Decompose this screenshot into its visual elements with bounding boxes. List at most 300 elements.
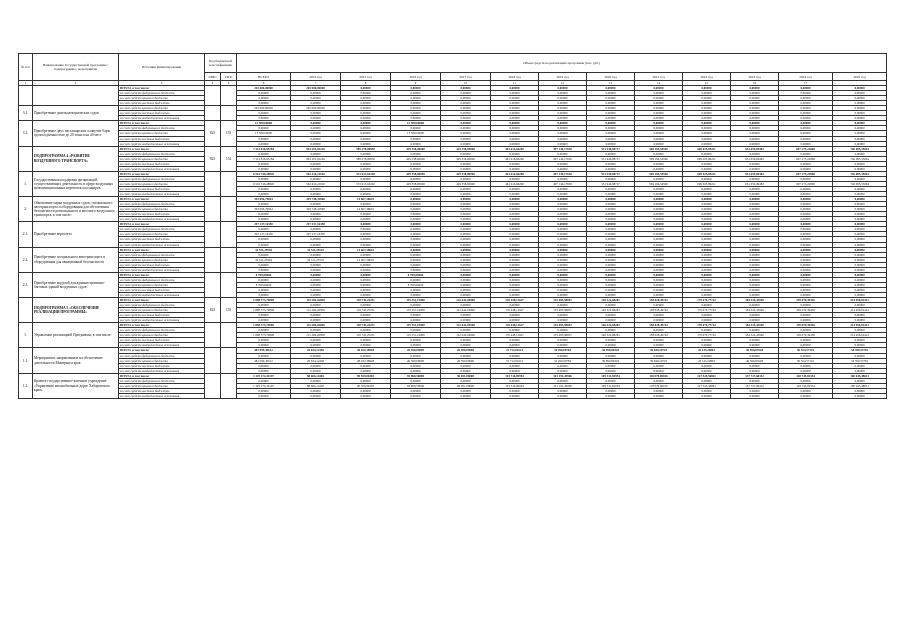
amount-year: 115 269,26858 bbox=[291, 333, 341, 338]
item-number bbox=[19, 86, 33, 106]
amount-year: 170 670,77722 bbox=[683, 323, 731, 328]
amount-year: 0,00000 bbox=[731, 257, 779, 262]
funding-table bbox=[18, 53, 887, 399]
amount-year: 0,00000 bbox=[683, 101, 731, 106]
amount-year: 0,00000 bbox=[833, 161, 887, 166]
funding-source: за счет средств краевого бюджета bbox=[119, 131, 205, 136]
amount-year: 0,00000 bbox=[491, 378, 539, 383]
amount-year: 0,00000 bbox=[833, 217, 887, 222]
amount-year: 0,00000 bbox=[441, 197, 491, 202]
amount-year: 0,00000 bbox=[779, 186, 833, 191]
amount-year: 0,00000 bbox=[341, 116, 391, 121]
funding-source: за счет средств внебюджетных источников bbox=[119, 192, 205, 197]
amount-year: 0,00000 bbox=[491, 101, 539, 106]
amount-year: 0,00000 bbox=[341, 126, 391, 131]
amount-year: 90 559,86303 bbox=[341, 383, 391, 388]
amount-year: 0,00000 bbox=[635, 111, 683, 116]
amount-year: 0,00000 bbox=[291, 116, 341, 121]
amount-year: 0,00000 bbox=[491, 313, 539, 318]
amount-year: 0,00000 bbox=[391, 192, 441, 197]
amount-year: 0,00000 bbox=[391, 202, 441, 207]
amount-year: 0,00000 bbox=[635, 257, 683, 262]
psr-code bbox=[221, 323, 237, 348]
amount-year: 0,00000 bbox=[391, 176, 441, 181]
amount-year: 0,00000 bbox=[539, 313, 587, 318]
amount-year: 0,00000 bbox=[539, 116, 587, 121]
amount-year: 0,00000 bbox=[587, 106, 635, 111]
amount-year: 96 051,00000 bbox=[441, 373, 491, 378]
funding-source: за счет средств местных бюджетов bbox=[119, 111, 205, 116]
amount-year: 0,00000 bbox=[491, 232, 539, 237]
funding-source: за счет средств федерального бюджета bbox=[119, 277, 205, 282]
amount-year: 0,00000 bbox=[779, 197, 833, 202]
header-year: 2022 год bbox=[683, 73, 731, 81]
funding-source: за счет средств краевого бюджета bbox=[119, 383, 205, 388]
amount-year: 0,00000 bbox=[635, 363, 683, 368]
amount-year: 0,00000 bbox=[539, 262, 587, 267]
amount-year: 0,00000 bbox=[683, 96, 731, 101]
funding-source: ВСЕГО, в том числе: bbox=[119, 348, 205, 353]
amount-year: 0,00000 bbox=[635, 136, 683, 141]
item-number: 3.1. bbox=[19, 106, 33, 121]
amount-year: 0,00000 bbox=[587, 318, 635, 323]
amount-year: 0,00000 bbox=[731, 217, 779, 222]
amount-year: 0,00000 bbox=[391, 277, 441, 282]
amount-year: 569 184,54590 bbox=[635, 181, 683, 186]
amount-year: 0,00000 bbox=[491, 292, 539, 297]
amount-total: 0,00000 bbox=[237, 338, 291, 343]
amount-year: 0,00000 bbox=[539, 277, 587, 282]
item-number: 2.2. bbox=[19, 247, 33, 272]
amount-year: 0,00000 bbox=[341, 131, 391, 136]
amount-year: 0,00000 bbox=[731, 227, 779, 232]
amount-year: 0,00000 bbox=[539, 378, 587, 383]
amount-year: 0,00000 bbox=[587, 313, 635, 318]
amount-year: 0,00000 bbox=[635, 192, 683, 197]
amount-year: 0,00000 bbox=[539, 86, 587, 91]
amount-year: 0,00000 bbox=[441, 303, 491, 308]
amount-year: 0,00000 bbox=[731, 141, 779, 146]
amount-year: 297 237,16350 bbox=[291, 222, 341, 227]
amount-year: 0,00000 bbox=[779, 192, 833, 197]
amount-year: 0,00000 bbox=[441, 151, 491, 156]
amount-year: 127 525,56861 bbox=[683, 383, 731, 388]
amount-year: 0,00000 bbox=[587, 166, 635, 171]
amount-year: 50 324,57122 bbox=[779, 348, 833, 353]
amount-year: 0,00000 bbox=[539, 202, 587, 207]
amount-year: 429 358,00000 bbox=[441, 181, 491, 186]
amount-total: 6 561 746,28820 bbox=[237, 181, 291, 186]
amount-year: 0,00000 bbox=[441, 328, 491, 333]
funding-source: за счет средств федерального бюджета bbox=[119, 176, 205, 181]
amount-year: 0,00000 bbox=[731, 207, 779, 212]
amount-year: 0,00000 bbox=[635, 328, 683, 333]
amount-year: 0,00000 bbox=[391, 303, 441, 308]
amount-year: 0,00000 bbox=[587, 131, 635, 136]
amount-year: 0,00000 bbox=[587, 252, 635, 257]
amount-year: 0,00000 bbox=[587, 217, 635, 222]
amount-year: 92 960,50000 bbox=[391, 373, 441, 378]
amount-year: 0,00000 bbox=[291, 161, 341, 166]
amount-total: 0,00000 bbox=[237, 91, 291, 96]
amount-year: 0,00000 bbox=[291, 176, 341, 181]
funding-source: за счет средств федерального бюджета bbox=[119, 328, 205, 333]
amount-year: 0,00000 bbox=[587, 212, 635, 217]
amount-year: 0,00000 bbox=[539, 186, 587, 191]
amount-year: 14 667,38610 bbox=[341, 197, 391, 202]
amount-year: 0,00000 bbox=[779, 136, 833, 141]
amount-year: 0,00000 bbox=[683, 131, 731, 136]
amount-year: 146 322,68281 bbox=[587, 298, 635, 303]
amount-year: 0,00000 bbox=[635, 247, 683, 252]
amount-year: 0,00000 bbox=[731, 202, 779, 207]
amount-year: 0,00000 bbox=[731, 101, 779, 106]
amount-year: 109 331,81954 bbox=[587, 373, 635, 378]
funding-source: за счет средств местных бюджетов bbox=[119, 287, 205, 292]
amount-year: 589 278,00850 bbox=[341, 146, 391, 151]
amount-year: 0,00000 bbox=[833, 227, 887, 232]
amount-year: 0,00000 bbox=[441, 186, 491, 191]
amount-year: 96 051,00000 bbox=[441, 383, 491, 388]
amount-year: 0,00000 bbox=[291, 318, 341, 323]
amount-year: 137 727,60412 bbox=[731, 373, 779, 378]
amount-year: 0,00000 bbox=[833, 257, 887, 262]
amount-year: 0,00000 bbox=[683, 126, 731, 131]
header-year: 2020 год bbox=[587, 73, 635, 81]
amount-total: 297 237,16350 bbox=[237, 222, 291, 227]
amount-year: 8 700,00000 bbox=[391, 272, 441, 277]
amount-year: 199 070,39456 bbox=[779, 333, 833, 338]
item-number: 1. bbox=[19, 171, 33, 196]
amount-year: 0,00000 bbox=[341, 91, 391, 96]
amount-year: 0,00000 bbox=[491, 242, 539, 247]
amount-year: 118 079,00016 bbox=[635, 373, 683, 378]
amount-year: 0,00000 bbox=[731, 287, 779, 292]
amount-total: 0,00000 bbox=[237, 252, 291, 257]
amount-year: 0,00000 bbox=[683, 282, 731, 287]
amount-year: 0,00000 bbox=[391, 393, 441, 398]
amount-year: 0,00000 bbox=[833, 166, 887, 171]
amount-year: 39 949,20725 bbox=[635, 348, 683, 353]
amount-year: 0,00000 bbox=[731, 247, 779, 252]
header-year: 2018 год bbox=[491, 73, 539, 81]
amount-year: 0,00000 bbox=[391, 96, 441, 101]
amount-year: 135 448,11627 bbox=[491, 323, 539, 328]
amount-year: 158 028,49742 bbox=[635, 308, 683, 313]
amount-total: 0,00000 bbox=[237, 116, 291, 121]
amount-year: 0,00000 bbox=[291, 393, 341, 398]
amount-year: 0,00000 bbox=[441, 106, 491, 111]
amount-year: 101 192,45906 bbox=[539, 373, 587, 378]
amount-year: 697 275,22868 bbox=[779, 156, 833, 161]
amount-year: 746 085,35064 bbox=[833, 171, 887, 176]
amount-year: 572 613,62240 bbox=[341, 171, 391, 176]
amount-year: 0,00000 bbox=[441, 91, 491, 96]
amount-year: 0,00000 bbox=[683, 106, 731, 111]
amount-year: 0,00000 bbox=[539, 338, 587, 343]
amount-year: 0,00000 bbox=[587, 303, 635, 308]
amount-year: 0,00000 bbox=[779, 151, 833, 156]
amount-year: 0,00000 bbox=[635, 292, 683, 297]
amount-year: 0,00000 bbox=[391, 166, 441, 171]
funding-source: ВСЕГО, в том числе: bbox=[119, 323, 205, 328]
amount-year: 0,00000 bbox=[731, 151, 779, 156]
amount-year: 0,00000 bbox=[291, 217, 341, 222]
amount-year: 146 322,68281 bbox=[587, 323, 635, 328]
amount-year: 199 070,39456 bbox=[779, 298, 833, 303]
amount-year: 214 996,02412 bbox=[833, 333, 887, 338]
amount-year: 0,00000 bbox=[341, 303, 391, 308]
amount-year: 0,00000 bbox=[731, 96, 779, 101]
amount-total: 0,00000 bbox=[237, 202, 291, 207]
amount-year: 0,00000 bbox=[833, 197, 887, 202]
amount-year: 0,00000 bbox=[391, 318, 441, 323]
amount-year: 90 559,86303 bbox=[341, 373, 391, 378]
amount-year: 0,00000 bbox=[635, 141, 683, 146]
amount-year: 0,00000 bbox=[731, 242, 779, 247]
amount-year: 0,00000 bbox=[833, 303, 887, 308]
amount-year: 0,00000 bbox=[391, 237, 441, 242]
amount-year: 170 670,77722 bbox=[683, 298, 731, 303]
funding-source: за счет средств местных бюджетов bbox=[119, 363, 205, 368]
amount-year: 0,00000 bbox=[391, 338, 441, 343]
amount-year: 0,00000 bbox=[683, 197, 731, 202]
amount-year: 0,00000 bbox=[731, 378, 779, 383]
amount-year: 0,00000 bbox=[291, 227, 341, 232]
column-number: 15 bbox=[683, 81, 731, 86]
amount-year: 0,00000 bbox=[391, 267, 441, 272]
amount-year: 0,00000 bbox=[587, 186, 635, 191]
amount-year: 0,00000 bbox=[587, 328, 635, 333]
amount-year: 0,00000 bbox=[635, 116, 683, 121]
funding-source: за счет средств внебюджетных источников bbox=[119, 343, 205, 348]
amount-year: 0,00000 bbox=[491, 186, 539, 191]
amount-year: 0,00000 bbox=[341, 101, 391, 106]
header-year: 2025 год bbox=[833, 73, 887, 81]
amount-year: 0,00000 bbox=[491, 151, 539, 156]
amount-year: 0,00000 bbox=[731, 368, 779, 373]
amount-year: 0,00000 bbox=[441, 368, 491, 373]
funding-source: за счет средств краевого бюджета bbox=[119, 106, 205, 111]
amount-year: 0,00000 bbox=[341, 388, 391, 393]
amount-year: 0,00000 bbox=[291, 262, 341, 267]
column-number: 13 bbox=[587, 81, 635, 86]
amount-year: 0,00000 bbox=[441, 227, 491, 232]
amount-year: 0,00000 bbox=[635, 222, 683, 227]
amount-year: 0,00000 bbox=[291, 192, 341, 197]
amount-year: 0,00000 bbox=[341, 166, 391, 171]
amount-year: 0,00000 bbox=[587, 202, 635, 207]
amount-year: 0,00000 bbox=[587, 237, 635, 242]
amount-year: 0,00000 bbox=[341, 393, 391, 398]
amount-year: 697 275,22868 bbox=[779, 181, 833, 186]
amount-year: 0,00000 bbox=[291, 186, 341, 191]
amount-year: 497 140,17630 bbox=[539, 171, 587, 176]
amount-year: 26 390,69000 bbox=[441, 348, 491, 353]
amount-year: 0,00000 bbox=[587, 338, 635, 343]
amount-total: 0,00000 bbox=[237, 292, 291, 297]
amount-year: 0,00000 bbox=[683, 257, 731, 262]
amount-year: 0,00000 bbox=[341, 378, 391, 383]
amount-total: 0,00000 bbox=[237, 212, 291, 217]
amount-year: 0,00000 bbox=[587, 232, 635, 237]
amount-year: 0,00000 bbox=[291, 328, 341, 333]
amount-year: 0,00000 bbox=[491, 277, 539, 282]
amount-year: 0,00000 bbox=[391, 212, 441, 217]
column-number: 10 bbox=[441, 81, 491, 86]
amount-year: 199 070,39456 bbox=[779, 308, 833, 313]
amount-total: 265 000,00000 bbox=[237, 106, 291, 111]
amount-year: 0,00000 bbox=[635, 343, 683, 348]
funding-source: за счет средств внебюджетных источников bbox=[119, 393, 205, 398]
amount-year: 0,00000 bbox=[731, 318, 779, 323]
amount-year: 0,00000 bbox=[539, 237, 587, 242]
amount-year: 0,00000 bbox=[587, 161, 635, 166]
amount-year: 0,00000 bbox=[683, 237, 731, 242]
amount-year: 0,00000 bbox=[291, 151, 341, 156]
amount-year: 0,00000 bbox=[391, 232, 441, 237]
amount-year: 0,00000 bbox=[833, 101, 887, 106]
funding-table-sheet bbox=[18, 53, 886, 399]
amount-year: 0,00000 bbox=[683, 388, 731, 393]
amount-year: 0,00000 bbox=[683, 86, 731, 91]
psr-code bbox=[221, 373, 237, 398]
amount-year: 119 351,19000 bbox=[391, 333, 441, 338]
amount-year: 13 500,00000 bbox=[391, 131, 441, 136]
amount-year: 0,00000 bbox=[341, 353, 391, 358]
amount-total: 0,00000 bbox=[237, 353, 291, 358]
amount-year: 0,00000 bbox=[587, 126, 635, 131]
amount-year: 0,00000 bbox=[291, 202, 341, 207]
funding-source: за счет средств местных бюджетов bbox=[119, 338, 205, 343]
amount-year: 0,00000 bbox=[341, 313, 391, 318]
amount-year: 531 940,68717 bbox=[587, 181, 635, 186]
amount-year: 135 448,11627 bbox=[491, 298, 539, 303]
amount-year: 14 667,38610 bbox=[341, 247, 391, 252]
amount-year: 0,00000 bbox=[779, 86, 833, 91]
amount-year: 0,00000 bbox=[441, 343, 491, 348]
amount-year: 122 642,04900 bbox=[441, 323, 491, 328]
amount-year: 0,00000 bbox=[539, 207, 587, 212]
amount-year: 0,00000 bbox=[441, 277, 491, 282]
amount-total: 0,00000 bbox=[237, 192, 291, 197]
amount-year: 746 085,35064 bbox=[833, 146, 887, 151]
amount-year: 0,00000 bbox=[833, 313, 887, 318]
amount-year: 0,00000 bbox=[635, 151, 683, 156]
amount-year: 0,00000 bbox=[491, 126, 539, 131]
amount-total: 0,00000 bbox=[237, 141, 291, 146]
amount-year: 0,00000 bbox=[341, 232, 391, 237]
amount-year: 0,00000 bbox=[587, 257, 635, 262]
amount-year: 0,00000 bbox=[491, 86, 539, 91]
grbs-code bbox=[205, 373, 221, 398]
amount-year: 32 511,25510 bbox=[291, 257, 341, 262]
amount-year: 0,00000 bbox=[833, 207, 887, 212]
amount-year: 0,00000 bbox=[779, 318, 833, 323]
amount-year: 0,00000 bbox=[635, 287, 683, 292]
amount-year: 0,00000 bbox=[779, 247, 833, 252]
psr-code bbox=[221, 272, 237, 297]
amount-year: 0,00000 bbox=[683, 166, 731, 171]
amount-year: 0,00000 bbox=[291, 378, 341, 383]
amount-year: 0,00000 bbox=[539, 227, 587, 232]
amount-year: 0,00000 bbox=[341, 121, 391, 126]
amount-year: 0,00000 bbox=[587, 287, 635, 292]
amount-year: 0,00000 bbox=[779, 277, 833, 282]
amount-year: 0,00000 bbox=[587, 151, 635, 156]
amount-year: 0,00000 bbox=[441, 378, 491, 383]
amount-year: 0,00000 bbox=[539, 222, 587, 227]
amount-year: 0,00000 bbox=[441, 257, 491, 262]
amount-year: 461 616,66200 bbox=[491, 156, 539, 161]
funding-source: за счет средств местных бюджетов bbox=[119, 313, 205, 318]
amount-year: 746 085,35064 bbox=[833, 156, 887, 161]
amount-year: 0,00000 bbox=[731, 166, 779, 171]
amount-year: 0,00000 bbox=[731, 353, 779, 358]
amount-total: 297 237,16350 bbox=[237, 232, 291, 237]
item-name: Приобретение дизельэлектрических судов bbox=[33, 106, 119, 121]
amount-total: 0,00000 bbox=[237, 363, 291, 368]
funding-source: за счет средств федерального бюджета bbox=[119, 227, 205, 232]
amount-year: 609 025,89211 bbox=[683, 156, 731, 161]
amount-year: 429 358,00000 bbox=[391, 181, 441, 186]
amount-year: 118 745,25231 bbox=[341, 298, 391, 303]
amount-year: 0,00000 bbox=[341, 277, 391, 282]
amount-year: 0,00000 bbox=[539, 192, 587, 197]
amount-year: 0,00000 bbox=[731, 91, 779, 96]
amount-year: 0,00000 bbox=[491, 393, 539, 398]
amount-year: 0,00000 bbox=[441, 141, 491, 146]
amount-year: 0,00000 bbox=[635, 368, 683, 373]
amount-year: 0,00000 bbox=[491, 328, 539, 333]
amount-year: 0,00000 bbox=[833, 292, 887, 297]
amount-year: 0,00000 bbox=[341, 343, 391, 348]
amount-year: 0,00000 bbox=[683, 176, 731, 181]
amount-year: 0,00000 bbox=[341, 282, 391, 287]
amount-year: 0,00000 bbox=[833, 222, 887, 227]
amount-total: 0,00000 bbox=[237, 378, 291, 383]
amount-year: 0,00000 bbox=[291, 141, 341, 146]
amount-year: 0,00000 bbox=[539, 141, 587, 146]
amount-year: 0,00000 bbox=[833, 176, 887, 181]
amount-year: 0,00000 bbox=[731, 192, 779, 197]
amount-year: 0,00000 bbox=[491, 96, 539, 101]
amount-year: 0,00000 bbox=[683, 222, 731, 227]
amount-year: 0,00000 bbox=[441, 136, 491, 141]
funding-source: за счет средств краевого бюджета bbox=[119, 96, 205, 101]
amount-year: 0,00000 bbox=[779, 131, 833, 136]
amount-total: 13 500,00000 bbox=[237, 131, 291, 136]
amount-year: 0,00000 bbox=[341, 186, 391, 191]
amount-year: 135 483,96857 bbox=[539, 323, 587, 328]
amount-year: 0,00000 bbox=[491, 363, 539, 368]
header-grbs: ГРБС bbox=[205, 73, 221, 81]
amount-year: 0,00000 bbox=[731, 121, 779, 126]
amount-year: 0,00000 bbox=[779, 388, 833, 393]
amount-total: 0,00000 bbox=[237, 161, 291, 166]
amount-year: 26 390,69000 bbox=[441, 358, 491, 363]
amount-total: 1 329 274,34197 bbox=[237, 373, 291, 378]
header-source: Источник финансирования bbox=[119, 54, 205, 81]
amount-total: 481 099,45612 bbox=[237, 348, 291, 353]
amount-year: 146 322,68281 bbox=[587, 308, 635, 313]
amount-year: 158 028,49742 bbox=[635, 333, 683, 338]
amount-total: 0,00000 bbox=[237, 101, 291, 106]
header-funding: Объем средств на реализацию программы (тыс. руб.) bbox=[237, 54, 887, 73]
header-year: 2015 год bbox=[341, 73, 391, 81]
amount-year: 36 990,86329 bbox=[587, 358, 635, 363]
header-year: 2019 год bbox=[539, 73, 587, 81]
